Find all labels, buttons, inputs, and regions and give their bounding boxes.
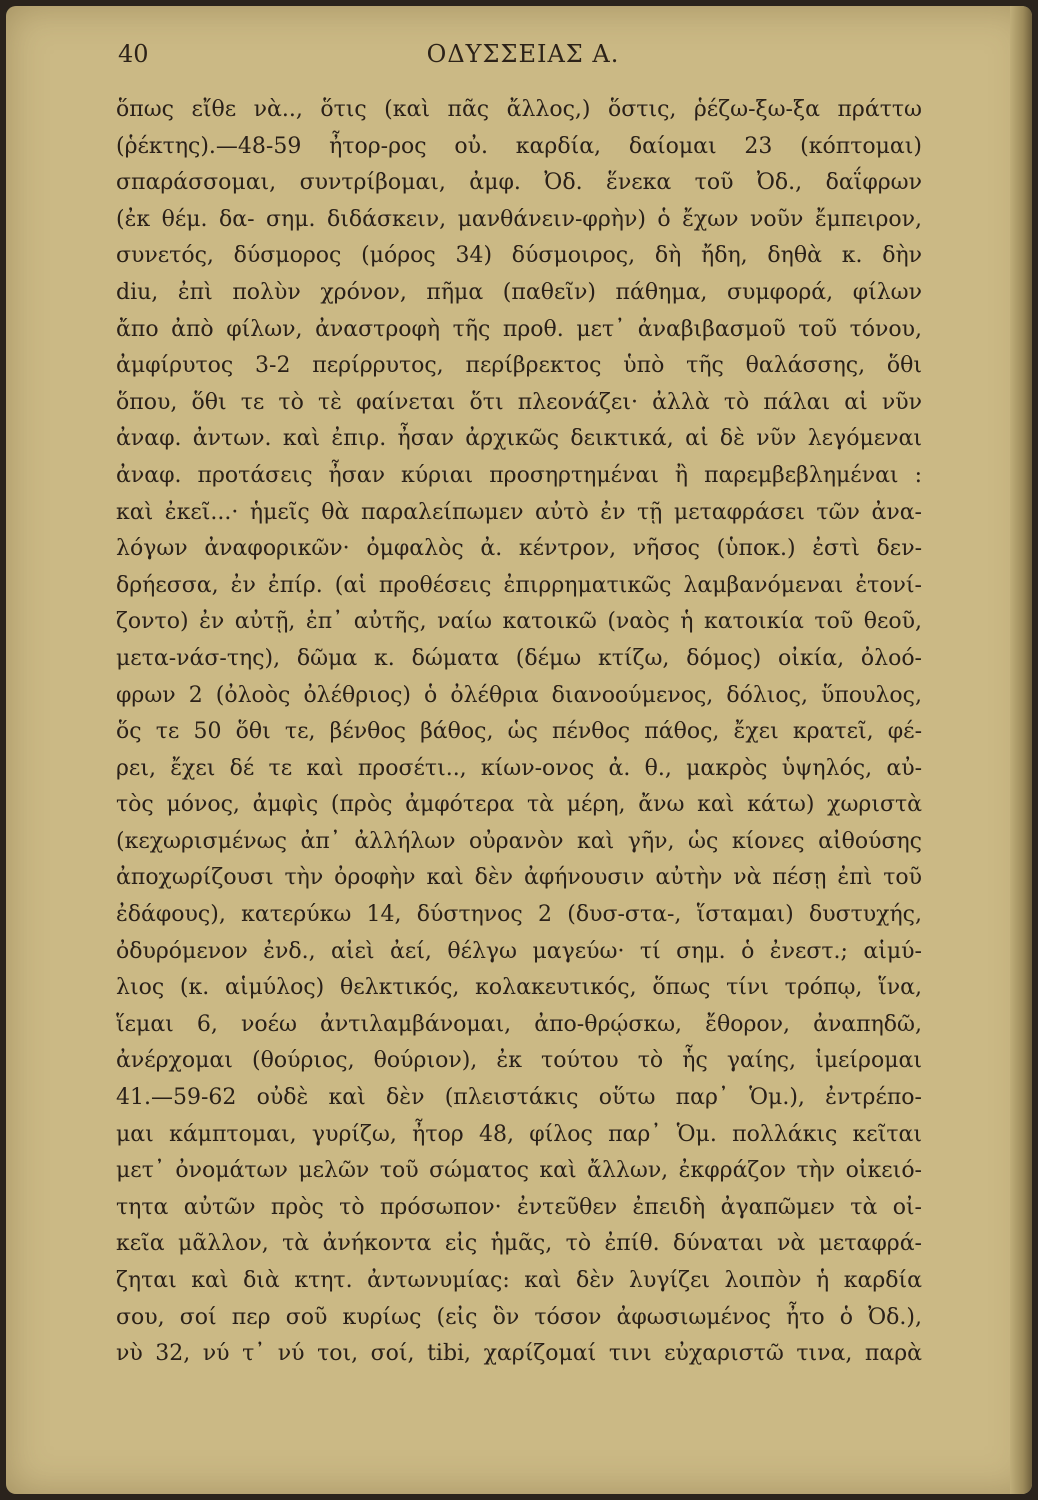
text-line: ὅπου, ὅθι τε τὸ τὲ φαίνεται ὅτι πλεονάζει· ἀλλὰ τὸ πάλαι αἱ νῦν: [116, 389, 922, 415]
text-line: σου, σοί περ σοῦ κυρίως (εἰς ὃν τόσον ἀφωσιωμένος ἦτο ὁ Ὀδ.),: [116, 1304, 922, 1330]
text-line: ὀδυρόμενον ἐνδ., αἰεὶ ἀεί, θέλγω μαγεύω· τί σημ. ὁ ἐνεστ.; αἱμύ-: [116, 938, 922, 964]
text-line: ἀναφ. ἀντων. καὶ ἐπιρ. ἦσαν ἀρχικῶς δεικτικά, αἱ δὲ νῦν λεγόμεναι: [116, 426, 922, 452]
text-line: ρει, ἔχει δέ τε καὶ προσέτι.., κίων-ονος ἀ. θ., μακρὸς ὑψηλός, αὐ-: [116, 755, 922, 781]
text-line: ἄπο ἀπὸ φίλων, ἀναστροφὴ τῆς προθ. μετ᾽ ἀναβιβασμοῦ τοῦ τόνου,: [116, 316, 922, 342]
text-line: μετα-νάσ-της), δῶμα κ. δώματα (δέμω κτίζω, δόμος) οἰκία, ὀλοό-: [116, 645, 922, 671]
text-line: νὺ 32, νύ τ᾽ νύ τοι, σοί, tibi, χαρίζομαί τινι εὐχαριστῶ τινα, παρὰ: [116, 1341, 922, 1367]
text-line: ζοντο) ἐν αὐτῇ, ἐπ᾽ αὐτῆς, ναίω κατοικῶ (ναὸς ἡ κατοικία τοῦ θεοῦ,: [116, 609, 922, 635]
text-line: μετ᾽ ὀνομάτων μελῶν τοῦ σώματος καὶ ἄλλων, ἐκφράζον τὴν οἰκειό-: [116, 1158, 922, 1184]
text-line: ὅπως εἴθε νὰ.., ὅτις (καὶ πᾶς ἄλλος,) ὅστις, ῥέζω-ξω-ξα πράττω: [116, 97, 922, 122]
text-line: τητα αὐτῶν πρὸς τὸ πρόσωπον· ἐντεῦθεν ἐπειδὴ ἀγαπῶμεν τὰ οἰ-: [116, 1194, 922, 1220]
text-line: ὅς τε 50 ὅθι τε, βένθος βάθος, ὡς πένθος πάθος, ἔχει κρατεῖ, φέ-: [116, 719, 922, 745]
text-line: (κεχωρισμένως ἀπ᾽ ἀλλήλων οὐρανὸν καὶ γῆν, ὡς κίονες αἰθούσης: [116, 828, 922, 854]
page-number: 40: [118, 40, 149, 68]
commentary-text: [116, 92, 922, 1373]
text-line: ἐδάφους), κατερύκω 14, δύστηνος 2 (δυσ-στα-, ἵσταμαι) δυστυχής,: [116, 902, 922, 928]
text-line: ἀμφίρυτος 3-2 περίρρυτος, περίβρεκτος ὑπὸ τῆς θαλάσσης, ὅθι: [116, 353, 922, 379]
text-line: 41.—59-62 οὐδὲ καὶ δὲν (πλειστάκις οὕτω παρ᾽ Ὁμ.), ἐντρέπο-: [116, 1085, 922, 1111]
text-line: δρήεσσα, ἐν ἐπίρ. (αἱ προθέσεις ἐπιρρηματικῶς λαμβανόμεναι ἐτονί-: [116, 572, 922, 598]
text-line: (ῥέκτης).—48-59 ἦτορ-ρος οὐ. καρδία, δαίομαι 23 (κόπτομαι): [116, 133, 922, 159]
text-line: σπαράσσομαι, συντρίβομαι, ἀμφ. Ὀδ. ἕνεκα τοῦ Ὀδ., δαΐφρων: [116, 170, 922, 196]
text-line: λόγων ἀναφορικῶν· ὀμφαλὸς ἀ. κέντρον, νῆσος (ὑποκ.) ἐστὶ δεν-: [116, 536, 922, 562]
text-line: ἵεμαι 6, νοέω ἀντιλαμβάνομαι, ἀπο-θρῴσκω, ἔθορον, ἀναπηδῶ,: [116, 1011, 922, 1037]
running-title: ΟΔΥΣΣΕΙΑΣ Α.: [426, 40, 620, 68]
book-page: [6, 6, 1032, 1494]
text-line: (ἐκ θέμ. δα- σημ. διδάσκειν, μανθάνειν-φρὴν) ὁ ἔχων νοῦν ἔμπειρον,: [116, 206, 922, 232]
text-line: ἀποχωρίζουσι τὴν ὀροφὴν καὶ δὲν ἀφήνουσιν αὐτὴν νὰ πέσῃ ἐπὶ τοῦ: [116, 865, 922, 891]
page-edge: [1010, 6, 1032, 1494]
text-line: φρων 2 (ὀλοὸς ὀλέθριος) ὁ ὀλέθρια διανοούμενος, δόλιος, ὕπουλος,: [116, 682, 922, 708]
text-line: συνετός, δύσμορος (μόρος 34) δύσμοιρος, δὴ ἤδη, δηθὰ κ. δὴν: [116, 243, 922, 269]
text-line: κεῖα μᾶλλον, τὰ ἀνήκοντα εἰς ἡμᾶς, τὸ ἐπίθ. δύναται νὰ μεταφρά-: [116, 1231, 922, 1257]
text-line: ἀνέρχομαι (θούριος, θούριον), ἐκ τούτου τὸ ἧς γαίης, ἱμείρομαι: [116, 1048, 922, 1074]
text-line: ἀναφ. προτάσεις ἦσαν κύριαι προσηρτημέναι ἢ παρεμβεβλημέναι :: [116, 462, 922, 488]
text-line: diu, ἐπὶ πολὺν χρόνον, πῆμα (παθεῖν) πάθημα, συμφορά, φίλων: [116, 279, 922, 305]
text-line: μαι κάμπτομαι, γυρίζω, ἦτορ 48, φίλος παρ᾽ Ὁμ. πολλάκις κεῖται: [116, 1121, 922, 1147]
text-line: ζηται καὶ διὰ κτητ. ἀντωνυμίας: καὶ δὲν λυγίζει λοιπὸν ἡ καρδία: [116, 1268, 922, 1293]
page-header: [6, 36, 1006, 80]
text-line: καὶ ἐκεῖ...· ἡμεῖς θὰ παραλείπωμεν αὐτὸ ἐν τῇ μεταφράσει τῶν ἀνα-: [116, 499, 922, 525]
text-line: τὸς μόνος, ἀμφὶς (πρὸς ἀμφότερα τὰ μέρη, ἄνω καὶ κάτω) χωριστὰ: [116, 792, 922, 818]
text-line: λιος (κ. αἱμύλος) θελκτικός, κολακευτικός, ὅπως τίνι τρόπῳ, ἵνα,: [116, 975, 922, 1001]
